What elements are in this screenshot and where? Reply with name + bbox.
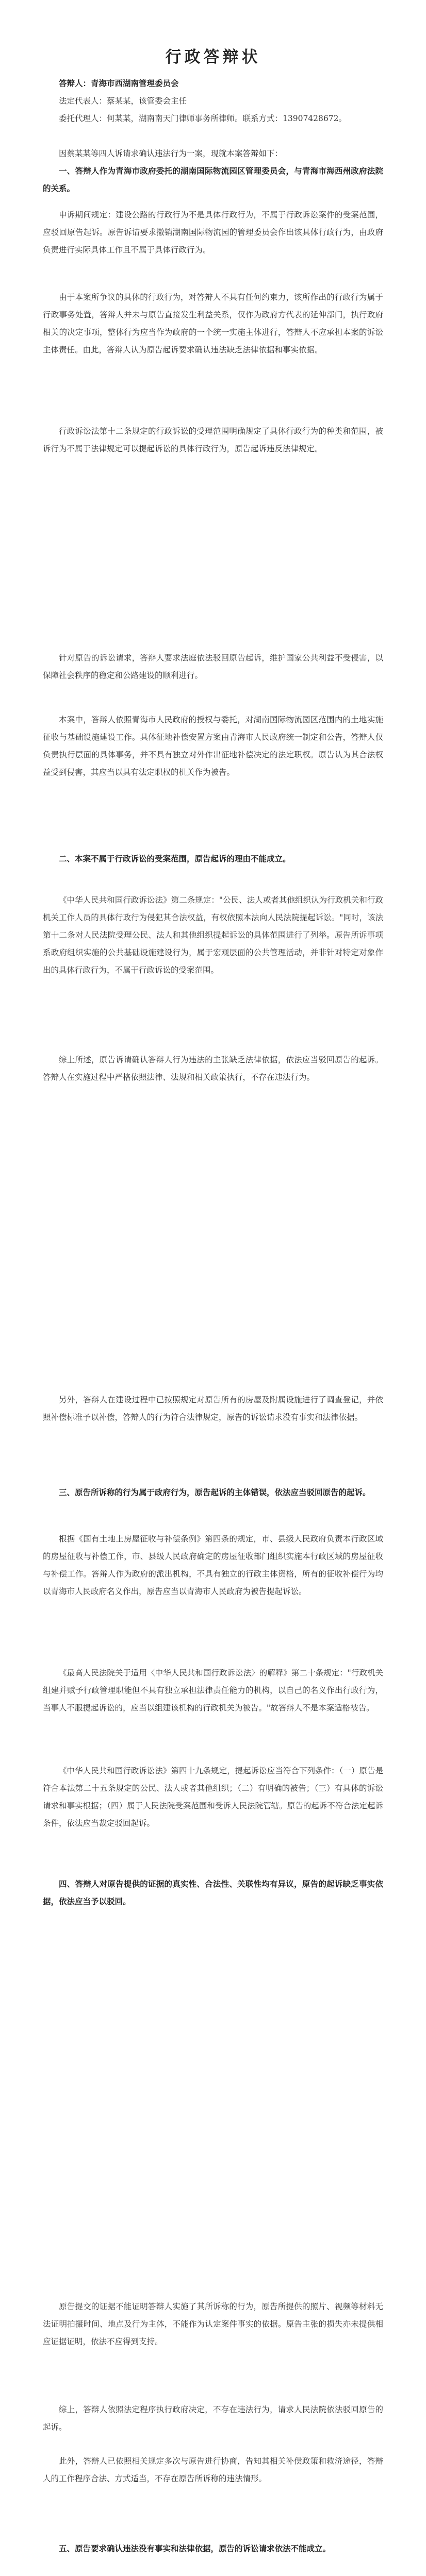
paragraph-13: 综上，答辩人依照法定程序执行政府决定，不存在违法行为，请求人民法院依法驳回原告的起诉。 bbox=[43, 2405, 383, 2432]
paragraph-4: 针对原告的诉讼请求，答辩人要求法庭依法驳回原告起诉，维护国家公共利益不受侵害，以保障社会秩序的稳定和公路建设的顺利进行。 bbox=[43, 653, 383, 680]
intro-paragraph: 因蔡某某等四人诉请求确认违法行为一案，现就本案答辩如下： bbox=[59, 149, 283, 158]
paragraph-7: 综上所述，原告诉请确认答辩人行为违法的主张缺乏法律依据，依法应当驳回原告的起诉。答辩人在实施过程中严格依照法律、法规和相关政策执行，不存在违法行为。 bbox=[43, 1055, 383, 1082]
paragraph-12: 原告提交的证据不能证明答辩人实施了其所诉称的行为，原告所提供的照片、视频等材料无法证明拍摄时间、地点及行为主体，不能作为认定案件事实的依据。原告主张的损失亦未提供相应证据证明，依法不应得到支持。 bbox=[43, 2302, 383, 2346]
heading-1: 一、答辩人作为青海市政府委托的湖南国际物流园区管理委员会，与青海市海西州政府法院的关系。 bbox=[43, 166, 383, 193]
paragraph-14: 此外，答辩人已依照相关规定多次与原告进行协商，告知其相关补偿政策和救济途径，答辩人的工作程序合法、方式适当，不存在原告所诉称的违法情形。 bbox=[43, 2456, 383, 2483]
heading-5: 五、原告要求确认违法没有事实和法律依据，原告的诉讼请求依法不能成立。 bbox=[59, 2544, 331, 2553]
document-title: 行政答辩状 bbox=[165, 48, 261, 66]
respondent-line: 答辩人：青海市西湖南管理委员会 bbox=[59, 78, 179, 88]
paragraph-10: 《最高人民法院关于适用〈中华人民共和国行政诉讼法〉的解释》第二十条规定："行政机关组建并赋予行政管理职能但不具有独立承担法律责任能力的机构，以自己的名义作出行政行为，当事人不服提起诉讼的，应当以组建该机构的行政机关为被告。"故答辩人不是本案适格被告。 bbox=[43, 1668, 383, 1713]
paragraph-1: 申诉期间规定：建设公路的行政行为不是具体行政行为，不属于行政诉讼案件的受案范围，应驳回原告起诉。原告诉请要求撤销湖南国际物流园的管理委员会作出该具体行政行为，由政府负责进行实际具体工作且不属于具体行政行为。 bbox=[43, 210, 383, 255]
paragraph-11: 《中华人民共和国行政诉讼法》第四十九条规定，提起诉讼应当符合下列条件：（一）原告是符合本法第二十五条规定的公民、法人或者其他组织；（二）有明确的被告；（三）有具体的诉讼请求和事实根据；（四）属于人民法院受案范围和受诉人民法院管辖。原告的起诉不符合法定起诉条件，依法应当裁定驳回起诉。 bbox=[43, 1766, 383, 1828]
paragraph-8: 另外，答辩人在建设过程中已按照规定对原告所有的房屋及附属设施进行了调查登记，并依照补偿标准予以补偿，答辩人的行为符合法律规定，原告的诉讼请求没有事实和法律依据。 bbox=[43, 1395, 383, 1422]
heading-3: 三、原告所诉称的行为属于政府行为，原告起诉的主体错误，依法应当驳回原告的起诉。 bbox=[59, 1487, 371, 1497]
paragraph-9: 根据《国有土地上房屋征收与补偿条例》第四条的规定，市、县级人民政府负责本行政区域的房屋征收与补偿工作，市、县级人民政府确定的房屋征收部门组织实施本行政区域的房屋征收与补偿工作。答辩人作为政府的派出机构，不具有独立的行政主体资格，所有的征收补偿行为均以青海市人民政府名义作出，原告应当以青海市人民政府为被告提起诉讼。 bbox=[43, 1534, 383, 1596]
legal-rep-line: 法定代表人：蔡某某，该管委会主任 bbox=[59, 96, 187, 106]
heading-2: 二、本案不属于行政诉讼的受案范围，原告起诉的理由不能成立。 bbox=[59, 854, 291, 863]
paragraph-2: 由于本案所争议的具体的行政行为，对答辩人不具有任何约束力，该所作出的行政行为属于行政事务处置，答辩人并未与原告直接发生利益关系，仅作为政府方代表的延伸部门，执行政府相关的决定事项，整体行为应当作为政府的一个统一实施主体进行，答辩人不应承担本案的诉讼主体责任。由此，答辩人认为原告起诉要求确认违法缺乏法律依据和事实依据。 bbox=[43, 293, 383, 354]
agent-line: 委托代理人：何某某，湖南南天门律师事务所律师。联系方式：13907428672。 bbox=[59, 114, 347, 123]
paragraph-6: 《中华人民共和国行政诉讼法》第二条规定："公民、法人或者其他组织认为行政机关和行政机关工作人员的具体行政行为侵犯其合法权益，有权依照本法向人民法院提起诉讼。"同时，该法第十二条对人民法院受理公民、法人和其他组织提起诉讼的具体范围进行了列举。原告所诉事项系政府组织实施的公共基础设施建设行为，属于宏观层面的公共管理活动，并非针对特定对象作出的具体行政行为，不属于行政诉讼的受案范围。 bbox=[43, 895, 383, 975]
heading-4: 四、答辩人对原告提供的证据的真实性、合法性、关联性均有异议，原告的起诉缺乏事实依据，依法应当予以驳回。 bbox=[43, 1879, 383, 1906]
paragraph-5: 本案中，答辩人依照青海市人民政府的授权与委托，对湖南国际物流园区范围内的土地实施征收与基础设施建设工作。具体征地补偿安置方案由青海市人民政府统一制定和公告，答辩人仅负责执行层面的具体事务，并不具有独立对外作出征地补偿决定的法定职权。原告认为其合法权益受到侵害，其应当以具有法定职权的机关作为被告。 bbox=[43, 715, 383, 777]
paragraph-3: 行政诉讼法第十二条规定的行政诉讼的受理范围明确规定了具体行政行为的种类和范围，被诉行为不属于法律规定可以提起诉讼的具体行政行为，原告起诉违反法律规定。 bbox=[43, 427, 383, 453]
